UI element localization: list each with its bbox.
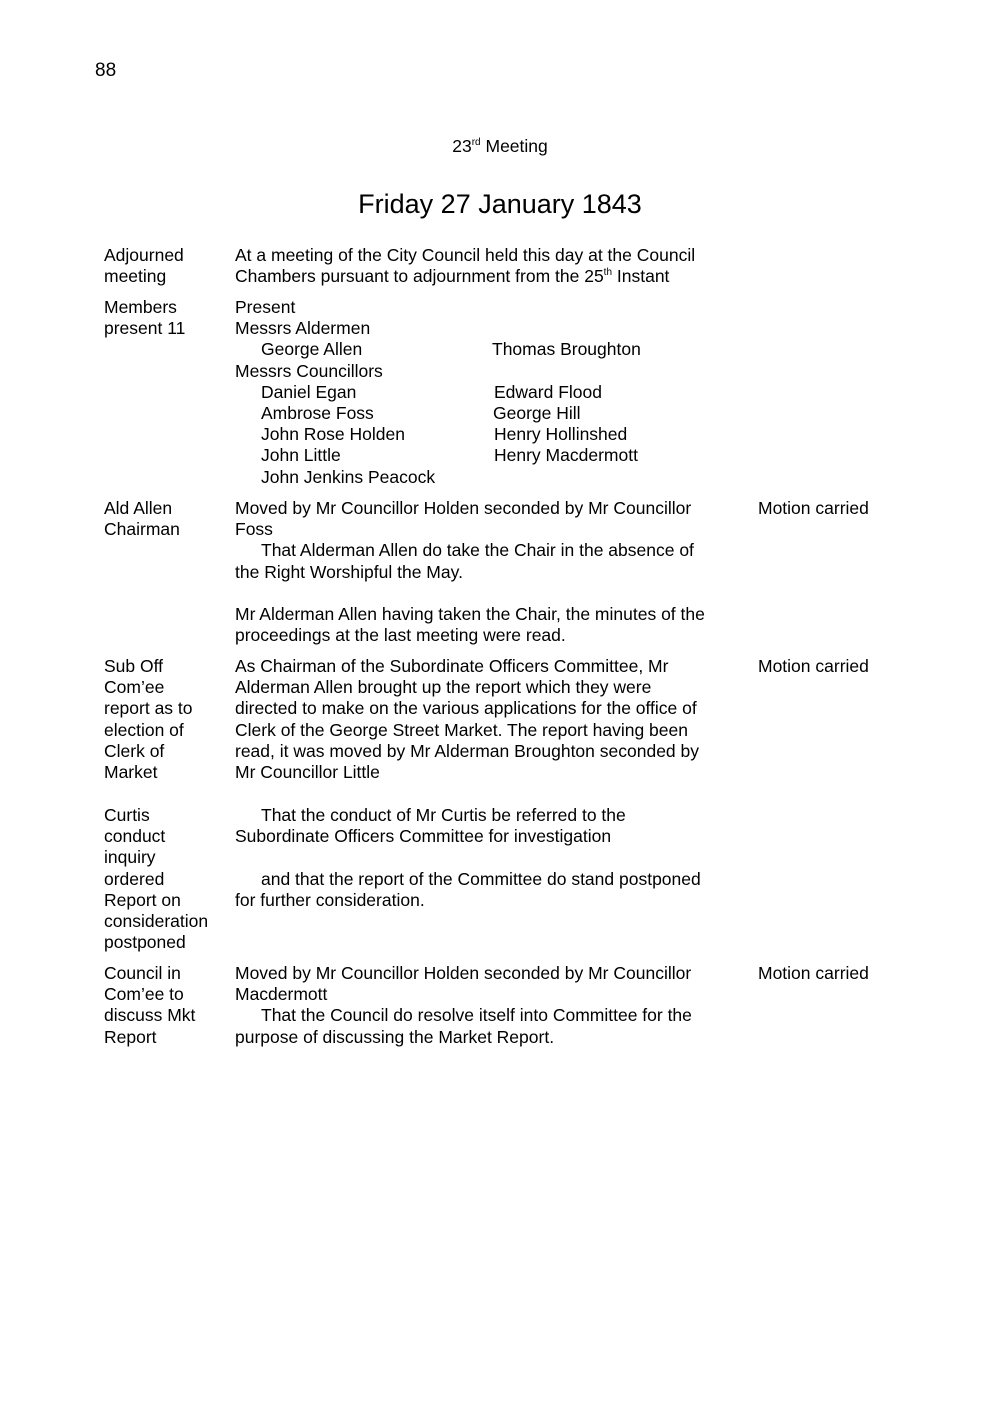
member-row	[235, 339, 775, 360]
text-line: purpose of discussing the Market Report.	[235, 1026, 555, 1047]
margin-line: discuss Mkt	[104, 1005, 196, 1026]
text-line: Macdermott	[235, 984, 328, 1005]
member-name: Daniel Egan	[261, 381, 357, 402]
margin-line: meeting	[104, 266, 167, 287]
margin-line: Adjourned	[104, 245, 184, 265]
member-row	[235, 424, 775, 445]
margin-note-adjourned	[104, 245, 229, 287]
motion-outcome: Motion carried	[758, 656, 869, 676]
margin-line: Report	[104, 1026, 157, 1047]
text-part: Chambers pursuant to adjournment from the 25	[235, 266, 604, 287]
ordinal-suffix: th	[603, 267, 613, 279]
councillors-heading: Messrs Councillors	[235, 360, 383, 381]
text-line: Subordinate Officers Committee for investigation	[235, 826, 612, 847]
text-line: Mr Alderman Allen having taken the Chair, the minutes of the	[235, 604, 705, 624]
meeting-number: 23	[452, 136, 472, 156]
margin-line: Market	[104, 762, 158, 783]
margin-line: inquiry	[104, 847, 156, 868]
text-line: Clerk of the George Street Market. The report having been	[235, 719, 688, 740]
motion-outcome: Motion carried	[758, 498, 869, 518]
text-line: Moved by Mr Councillor Holden seconded by Mr Councillor	[235, 963, 692, 983]
member-name: George Allen	[261, 339, 363, 360]
date-heading: Friday 27 January 1843	[358, 189, 642, 219]
paragraph-curtis-referral	[235, 805, 755, 847]
text-line: Moved by Mr Councillor Holden seconded by Mr Councillor	[235, 498, 692, 518]
member-name: Thomas Broughton	[492, 339, 641, 360]
meeting-word: Meeting	[480, 136, 548, 156]
text-line: proceedings at the last meeting were read.	[235, 625, 566, 646]
paragraph-report-postponed	[235, 869, 755, 911]
paragraph-adjourned	[235, 245, 755, 287]
text-line: for further consideration.	[235, 890, 425, 911]
member-name: Edward Flood	[494, 381, 602, 402]
margin-line: Com’ee to	[104, 984, 184, 1005]
text-line: At a meeting of the City Council held this day at the Council	[235, 245, 696, 265]
text-line: read, it was moved by Mr Alderman Broughton seconded by	[235, 740, 699, 761]
margin-note-council	[104, 963, 229, 1048]
margin-line: Members	[104, 297, 177, 317]
margin-line: Clerk of	[104, 740, 165, 761]
margin-line: ordered	[104, 868, 165, 889]
member-row	[235, 445, 775, 466]
paragraph-chairman-motion	[235, 498, 755, 583]
meeting-heading	[0, 136, 1000, 157]
text-line: That Alderman Allen do take the Chair in the absence of	[261, 540, 694, 561]
member-name: John Jenkins Peacock	[261, 466, 436, 487]
paragraph-minutes-read	[235, 604, 755, 646]
text-line: Foss	[235, 519, 273, 540]
members-list	[235, 297, 775, 488]
member-row	[235, 403, 775, 424]
text-line: Mr Councillor Little	[235, 762, 380, 783]
paragraph-council-committee	[235, 963, 755, 1048]
text-line: That the conduct of Mr Curtis be referred to the	[261, 805, 626, 825]
margin-line: Ald Allen	[104, 498, 173, 518]
margin-line: Sub Off	[104, 656, 164, 676]
text-line: the Right Worshipful the May.	[235, 561, 463, 582]
text-line: Alderman Allen brought up the report which they were	[235, 677, 652, 698]
text-line: As Chairman of the Subordinate Officers Committee, Mr	[235, 656, 669, 676]
member-name: Henry Hollinshed	[494, 424, 628, 445]
present-heading: Present	[235, 297, 296, 317]
member-name: John Little	[261, 445, 341, 466]
margin-line: Curtis	[104, 805, 150, 825]
margin-line: report as to	[104, 698, 193, 719]
page-number: 88	[95, 60, 117, 81]
margin-line: consideration	[104, 911, 209, 932]
member-name: Henry Macdermott	[494, 445, 638, 466]
text-line: and that the report of the Committee do stand postponed	[261, 869, 701, 889]
paragraph-suboff-report	[235, 656, 755, 783]
margin-note-chairman	[104, 498, 229, 540]
margin-line: Report on	[104, 889, 181, 910]
motion-outcome: Motion carried	[758, 963, 869, 983]
margin-line: Com’ee	[104, 677, 165, 698]
text-part: Instant	[612, 266, 670, 287]
margin-note-suboff	[104, 656, 229, 783]
margin-line: postponed	[104, 932, 186, 953]
member-row	[235, 382, 775, 403]
member-row	[235, 467, 775, 488]
margin-note-members	[104, 297, 229, 339]
member-name: George Hill	[493, 403, 581, 424]
aldermen-heading: Messrs Aldermen	[235, 318, 371, 339]
text-line	[235, 266, 755, 287]
margin-note-curtis	[104, 805, 229, 953]
text-line: directed to make on the various applications for the office of	[235, 698, 697, 719]
margin-line: Council in	[104, 963, 181, 983]
member-name: Ambrose Foss	[261, 403, 374, 424]
member-name: John Rose Holden	[261, 424, 405, 445]
meeting-suffix: rd	[471, 137, 481, 149]
margin-line: Chairman	[104, 519, 180, 540]
text-line: That the Council do resolve itself into Committee for the	[261, 1005, 692, 1026]
margin-line: conduct	[104, 826, 166, 847]
margin-line: election of	[104, 719, 184, 740]
margin-line: present 11	[104, 318, 186, 339]
